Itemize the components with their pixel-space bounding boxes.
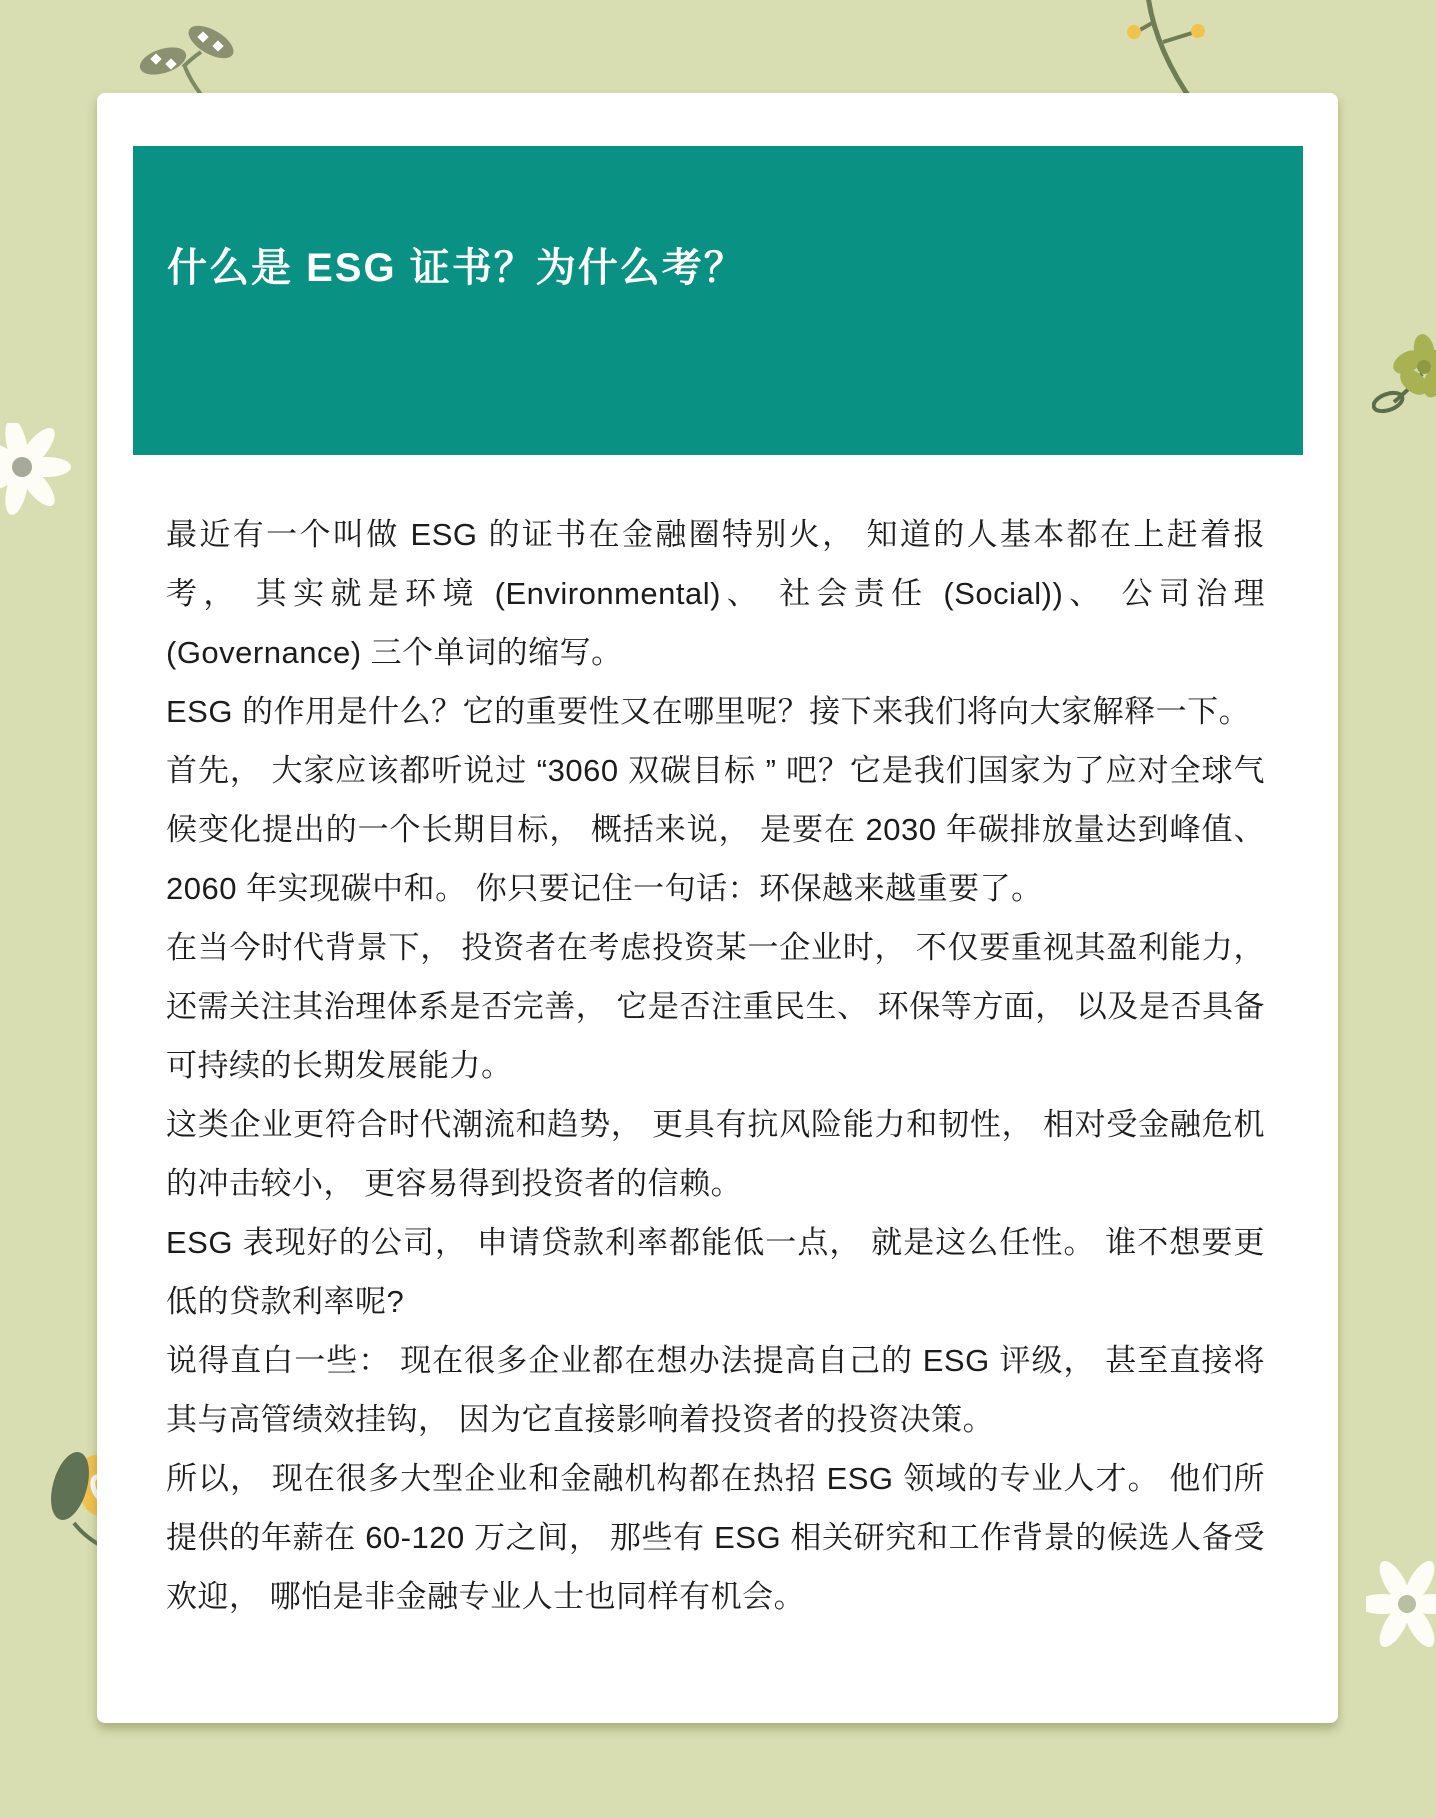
title-banner bbox=[133, 146, 1303, 455]
paragraph-5: 这类企业更符合时代潮流和趋势， 更具有抗风险能力和韧性， 相对受金融危机的冲击较小， 更容易得到投资者的信赖。 bbox=[166, 1107, 1265, 1201]
article-card bbox=[97, 93, 1338, 1723]
page-title: 什么是 ESG 证书？为什么考？ bbox=[167, 246, 746, 290]
berry-branch-icon bbox=[1118, 0, 1238, 105]
paragraph-1: 最近有一个叫做 ESG 的证书在金融圈特别火， 知道的人基本都在上赶着报考， 其实就是环境 (Environmental)、 社会责任 (Social))、 公司治理 (Governance) 三个单词的缩写。 bbox=[166, 517, 1265, 670]
daisy-flower-icon bbox=[1366, 1556, 1436, 1652]
article-body bbox=[97, 455, 1338, 1626]
paragraph-3: 首先， 大家应该都听说过 “3060 双碳目标 ” 吧？它是我们国家为了应对全球气候变化提出的一个长期目标， 概括来说， 是要在 2030 年碳排放量达到峰值、2060 年实现碳中和。 你只要记住一句话：环保越来越重要了。 bbox=[166, 753, 1265, 906]
paragraph-6: ESG 表现好的公司， 申请贷款利率都能低一点， 就是这么任性。 谁不想要更低的贷款利率呢? bbox=[166, 1225, 1265, 1319]
paragraph-4: 在当今时代背景下， 投资者在考虑投资某一企业时， 不仅要重视其盈利能力， 还需关注其治理体系是否完善， 它是否注重民生、 环保等方面， 以及是否具备可持续的长期发展能力。 bbox=[166, 930, 1265, 1083]
paragraph-2: ESG 的作用是什么？它的重要性又在哪里呢？接下来我们将向大家解释一下。 bbox=[166, 694, 1251, 729]
paragraph-7: 说得直白一些： 现在很多企业都在想办法提高自己的 ESG 评级， 甚至直接将其与高管绩效挂钩， 因为它直接影响着投资者的投资决策。 bbox=[166, 1343, 1265, 1437]
paragraph-8: 所以， 现在很多大型企业和金融机构都在热招 ESG 领域的专业人才。 他们所提供的年薪在 60-120 万之间， 那些有 ESG 相关研究和工作背景的候选人备受欢迎， 哪怕是非金融专业人士也同样有机会。 bbox=[166, 1461, 1265, 1614]
daisy-flower-icon bbox=[0, 423, 72, 515]
green-flower-icon bbox=[1372, 330, 1436, 415]
